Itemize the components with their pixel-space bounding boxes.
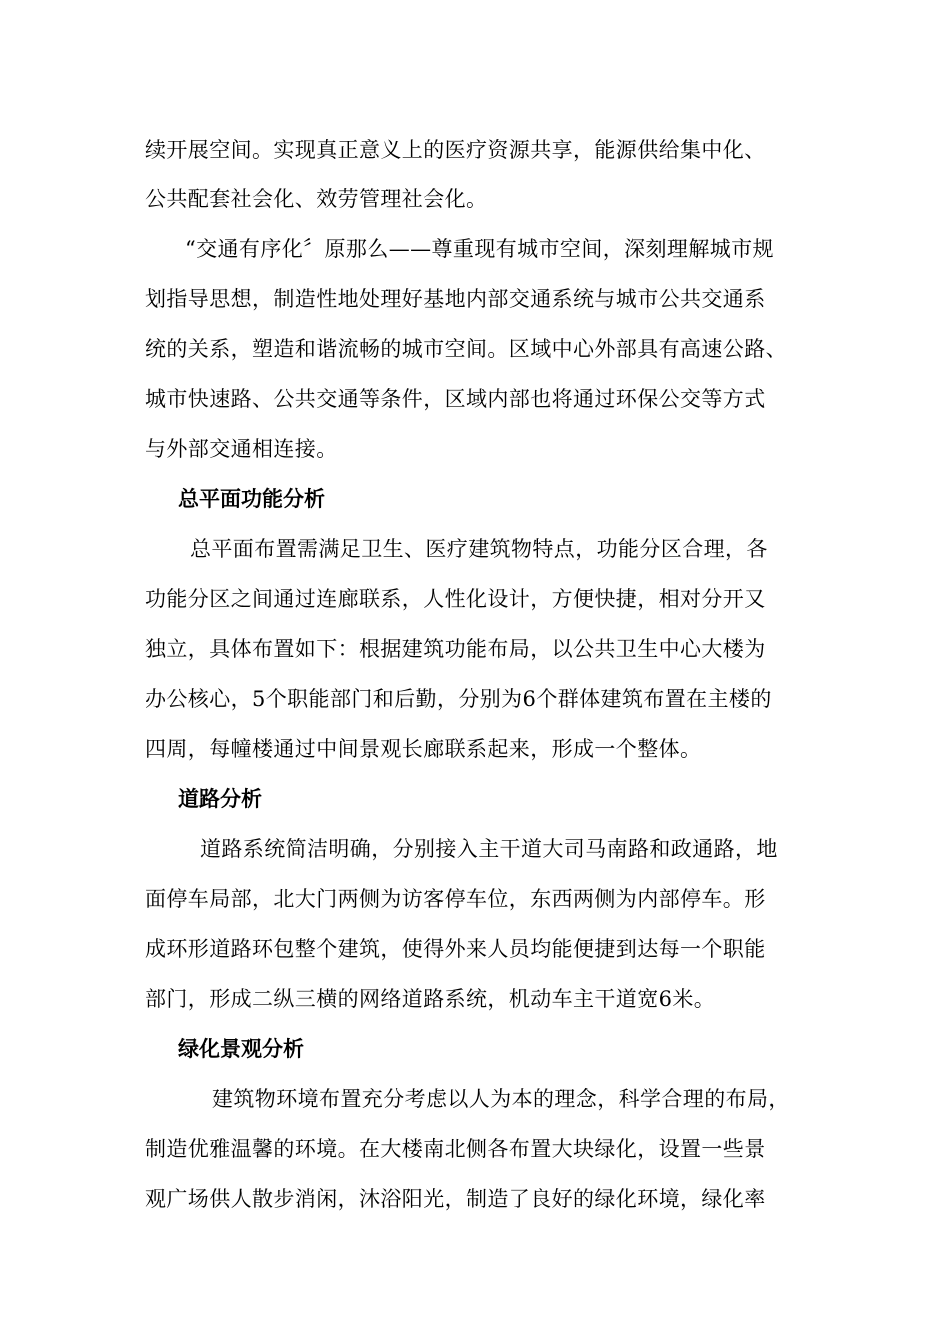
- layout-line-5: 四周，每幢楼通过中间景观长廊联系起来，形成一个整体。: [145, 737, 702, 761]
- traffic-line-4: 城市快速路、公共交通等条件，区域内部也将通过环保公交等方式: [145, 387, 766, 411]
- greening-line-2: 制造优雅温馨的环境。在大楼南北侧各布置大块绿化，设置一些景: [145, 1137, 766, 1161]
- greening-line-1: 建筑物环境布置充分考虑以人为本的理念，科学合理的布局，: [212, 1087, 790, 1111]
- roads-line-1: 道路系统简洁明确，分别接入主干道大司马南路和政通路，地: [200, 837, 778, 861]
- section-heading-layout: 总平面功能分析: [178, 487, 325, 511]
- roads-line-2: 面停车局部，北大门两侧为访客停车位，东西两侧为内部停车。形: [145, 887, 766, 911]
- section-heading-roads: 道路分析: [178, 787, 262, 811]
- section-heading-greening: 绿化景观分析: [178, 1037, 304, 1061]
- intro-line-1: 续开展空间。实现真正意义上的医疗资源共享，能源供给集中化、: [145, 138, 766, 162]
- roads-line-3: 成环形道路环包整个建筑，使得外来人员均能便捷到达每一个职能: [145, 937, 766, 961]
- layout-line-2: 功能分区之间通过连廊联系，人性化设计，方便快捷，相对分开又: [145, 587, 766, 611]
- traffic-line-2: 划指导思想，制造性地处理好基地内部交通系统与城市公共交通系: [145, 287, 766, 311]
- layout-line-4: 办公核心，5个职能部门和后勤，分别为6个群体建筑布置在主楼的: [145, 687, 772, 711]
- traffic-line-1: “交通有序化〞原那么——尊重现有城市空间，深刻理解城市规: [185, 237, 774, 261]
- traffic-line-5: 与外部交通相连接。: [145, 437, 338, 461]
- greening-line-3: 观广场供人散步消闲，沐浴阳光，制造了良好的绿化环境，绿化率: [145, 1187, 766, 1211]
- traffic-line-3: 统的关系，塑造和谐流畅的城市空间。区域中心外部具有高速公路、: [145, 337, 787, 361]
- layout-line-3: 独立，具体布置如下：根据建筑功能布局，以公共卫生中心大楼为: [145, 637, 766, 661]
- layout-line-1: 总平面布置需满足卫生、医疗建筑物特点，功能分区合理，各: [190, 537, 768, 561]
- roads-line-4: 部门，形成二纵三横的网络道路系统，机动车主干道宽6米。: [145, 987, 716, 1011]
- intro-line-2: 公共配套社会化、效劳管理社会化。: [145, 187, 488, 211]
